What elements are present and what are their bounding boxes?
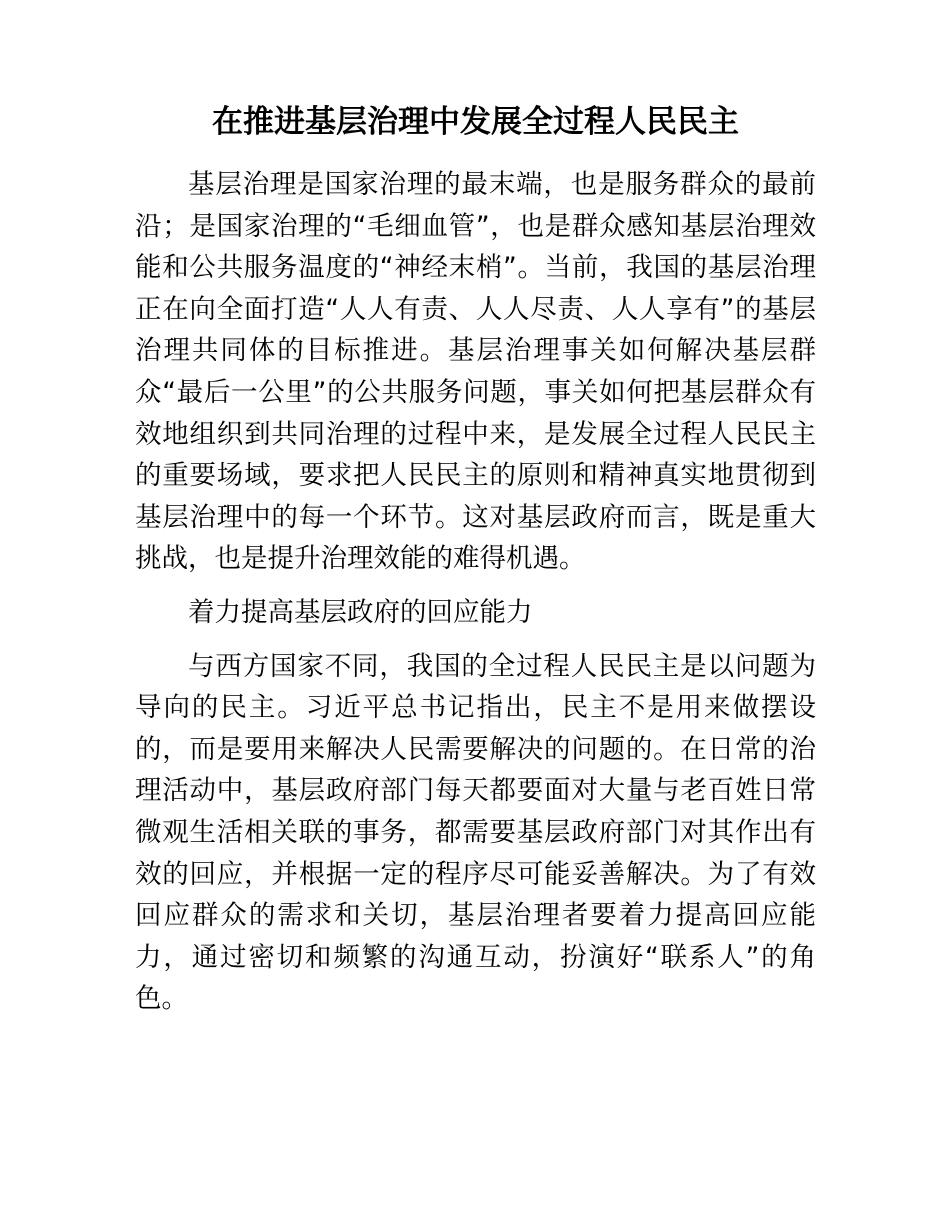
document-content bbox=[135, 100, 816, 1020]
page-title: 在推进基层治理中发展全过程人民民主 bbox=[212, 104, 739, 140]
body-paragraph-2: 与西方国家不同，我国的全过程人民民主是以问题为导向的民主。习近平总书记指出，民主不是用来做摆设的，而是要用来解决人民需要解决的问题的。在日常的治理活动中，基层政府部门每天都要面对大量与老百姓日常微观生活相关联的事务，都需要基层政府部门对其作出有效的回应，并根据一定的程序尽可能妥善解决。为了有效回应群众的需求和关切，基层治理者要着力提高回应能力，通过密切和频繁的沟通互动，扮演好“联系人”的角色。 bbox=[135, 650, 816, 1015]
section-subheading-1: 着力提高基层政府的回应能力 bbox=[188, 596, 533, 628]
subheading-spacer bbox=[135, 634, 816, 646]
paragraph-spacer bbox=[135, 580, 816, 592]
body-paragraph-1: 基层治理是国家治理的最末端，也是服务群众的最前沿；是国家治理的“毛细血管”，也是群众感知基层治理效能和公共服务温度的“神经末梢”。当前，我国的基层治理正在向全面打造“人人有责、人人尽责、人人享有”的基层治理共同体的目标推进。基层治理事关如何解决基层群众“最后一公里”的公共服务问题，事关如何把基层群众有效地组织到共同治理的过程中来，是发展全过程人民民主的重要场域，要求把人民民主的原则和精神真实地贯彻到基层治理中的每一个环节。这对基层政府而言，既是重大挑战，也是提升治理效能的难得机遇。 bbox=[135, 169, 816, 575]
